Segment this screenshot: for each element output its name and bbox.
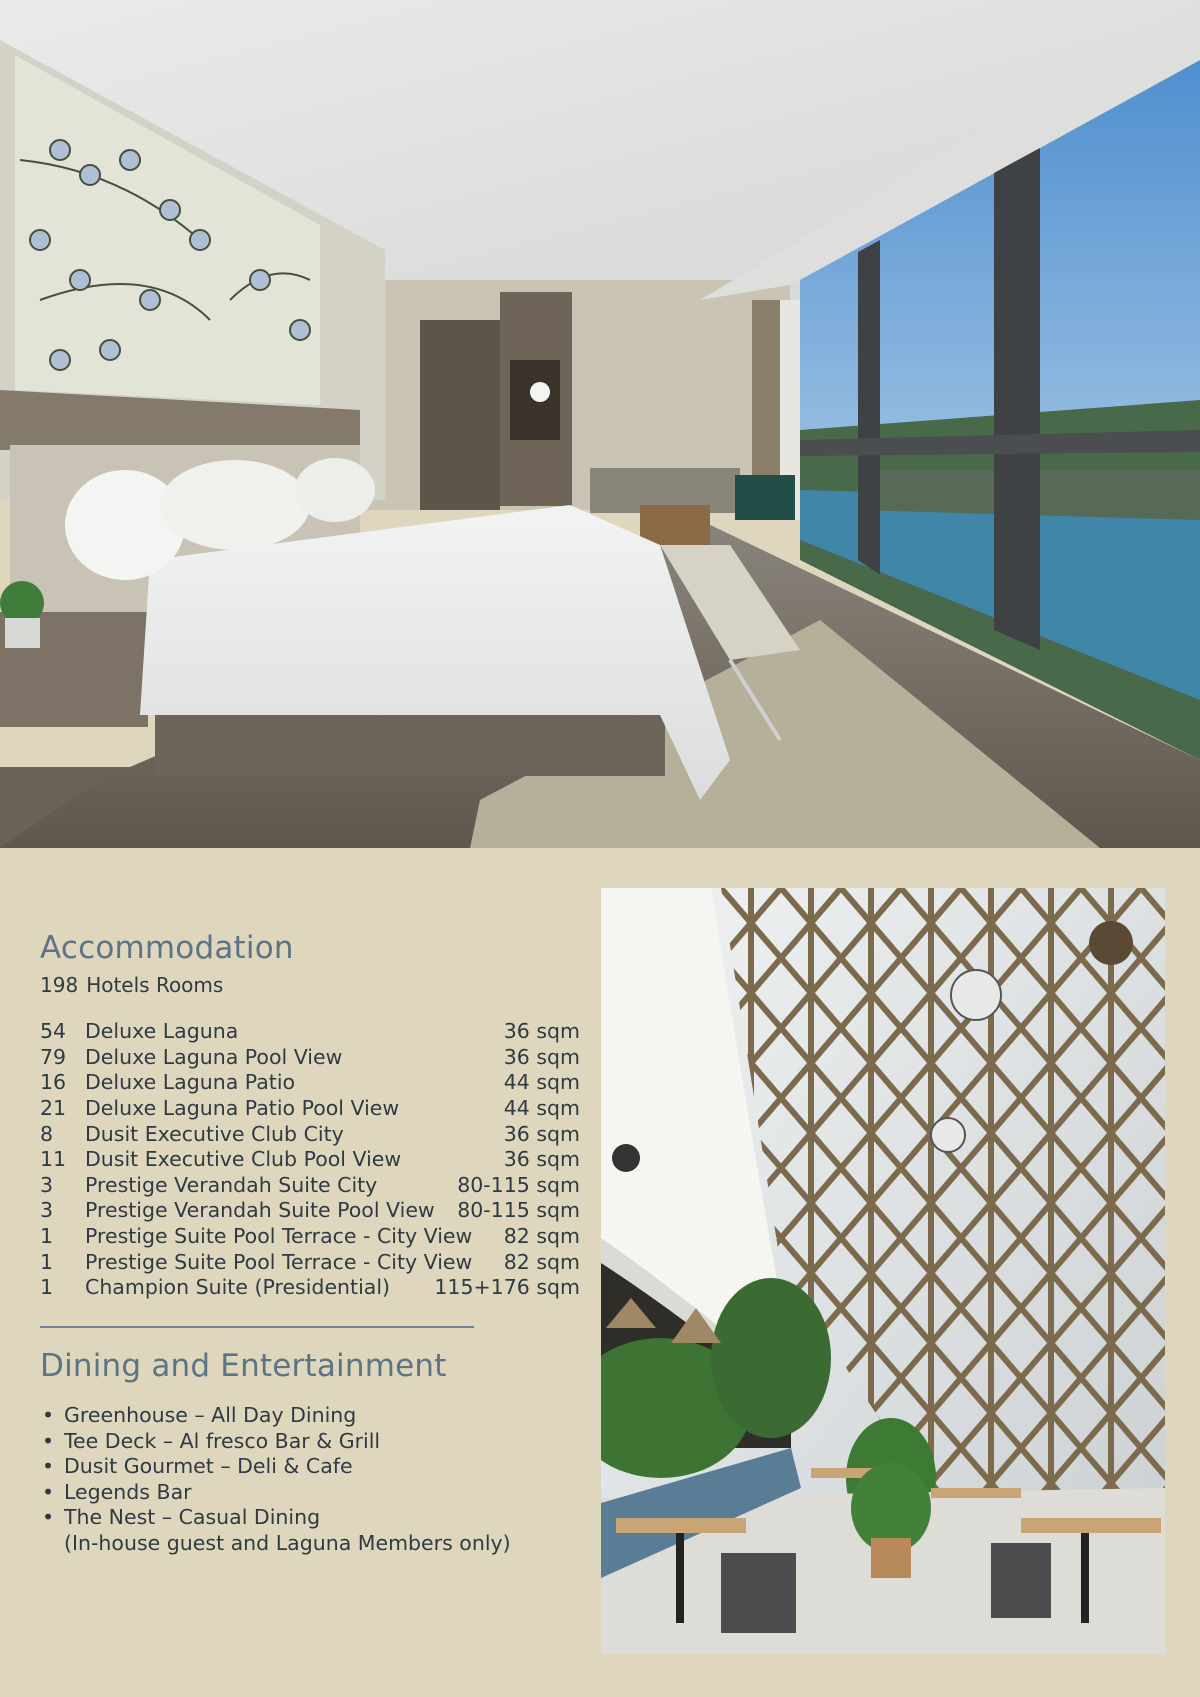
dining-item-label: Dusit Gourmet – Deli & Cafe [64,1454,353,1479]
room-count: 21 [40,1095,67,1120]
room-name: Prestige Suite Pool Terrace - City View [85,1249,473,1274]
dining-item [40,1403,580,1429]
room-size: 44 sqm [503,1095,580,1120]
room-row [40,1070,580,1096]
room-row [40,1275,580,1301]
room-name: Deluxe Laguna Patio [85,1070,296,1095]
room-row [40,1173,580,1199]
bullet-icon: • [42,1479,55,1504]
dining-item [40,1454,580,1480]
room-name: Deluxe Laguna [85,1019,239,1044]
room-count: 8 [40,1121,54,1146]
room-name: Prestige Suite Pool Terrace - City View [85,1223,473,1248]
room-count: 3 [40,1172,54,1197]
dining-item [40,1480,580,1506]
section-divider [40,1326,474,1328]
dining-item [40,1505,580,1531]
room-row [40,1096,580,1122]
room-count: 16 [40,1070,67,1095]
room-name: Champion Suite (Presidential) [85,1275,391,1300]
bullet-icon [40,1531,64,1557]
room-name: Prestige Verandah Suite City [85,1172,378,1197]
room-size: 36 sqm [503,1121,580,1146]
room-name: Prestige Verandah Suite Pool View [85,1198,435,1223]
dining-item [40,1531,580,1557]
dining-title: Dining and Entertainment [40,1347,447,1384]
hotel-bedroom-photo [0,0,1200,848]
total-rooms [40,973,580,997]
room-row [40,1019,580,1045]
room-row [40,1122,580,1148]
room-size: 36 sqm [503,1147,580,1172]
room-size: 82 sqm [503,1249,580,1274]
room-size: 115+176 sqm [434,1275,580,1300]
room-count: 79 [40,1044,67,1069]
room-row [40,1045,580,1071]
room-size: 36 sqm [503,1019,580,1044]
room-row [40,1147,580,1173]
total-rooms-count: 198 [40,973,79,998]
room-count: 1 [40,1275,54,1300]
total-rooms-label: Hotels Rooms [86,973,224,998]
room-count: 11 [40,1147,67,1172]
bullet-icon: • [42,1428,55,1453]
room-count: 1 [40,1223,54,1248]
dining-item-label: Greenhouse – All Day Dining [64,1402,357,1427]
room-size: 82 sqm [503,1223,580,1248]
room-size: 80-115 sqm [457,1172,580,1197]
dining-list [40,1403,580,1557]
bullet-icon: • [42,1402,55,1427]
bullet-icon: • [42,1454,55,1479]
room-row [40,1250,580,1276]
room-size: 44 sqm [503,1070,580,1095]
content-column [40,930,580,1556]
greenhouse-dome-restaurant-photo [601,888,1165,1654]
accommodation-title: Accommodation [40,930,294,966]
dining-item-label: Legends Bar [64,1479,192,1504]
room-size: 36 sqm [503,1044,580,1069]
dining-item-label: (In-house guest and Laguna Members only) [64,1530,511,1555]
room-count: 54 [40,1019,67,1044]
room-row [40,1198,580,1224]
room-row [40,1224,580,1250]
room-name: Dusit Executive Club Pool View [85,1147,402,1172]
room-count: 1 [40,1249,54,1274]
dining-item [40,1429,580,1455]
dining-item-label: Tee Deck – Al fresco Bar & Grill [64,1428,381,1453]
room-list [40,1019,580,1301]
room-name: Deluxe Laguna Pool View [85,1044,343,1069]
bullet-icon: • [42,1505,55,1530]
dining-item-label: The Nest – Casual Dining [64,1505,321,1530]
room-size: 80-115 sqm [457,1198,580,1223]
room-count: 3 [40,1198,54,1223]
room-name: Dusit Executive Club City [85,1121,344,1146]
room-name: Deluxe Laguna Patio Pool View [85,1095,400,1120]
